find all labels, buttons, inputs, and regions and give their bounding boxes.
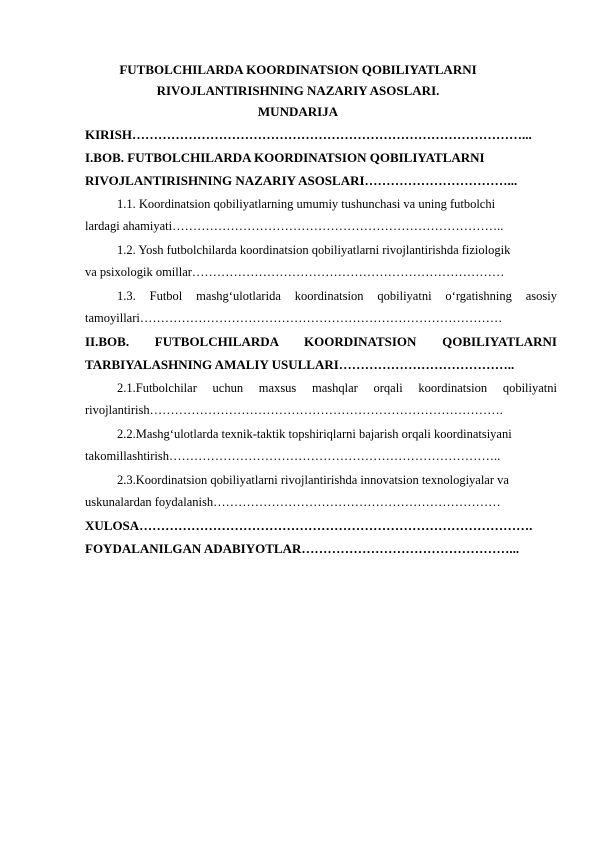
contents-heading: MUNDARIJA [257, 104, 339, 119]
toc-section-1-1-line2: lardagi ahamiyati…………………………………………………………………….. [85, 219, 504, 233]
toc-chapter1-title-line2: RIVOJLANTIRISHNING NAZARIY ASOSLARI……………………………... [85, 173, 518, 188]
toc-section-1-2-line1: 1.2. Yosh futbolchilarda koordinatsion qobiliyatlarni rivojlantirishda fiziologik [117, 243, 511, 257]
toc-section-2-3-line2: uskunalardan foydalanish…………………………………………………………… [85, 495, 501, 509]
toc-section-2-2-line2: takomillashtirish…………………………………………………………………….. [85, 449, 501, 463]
document-title-line1: FUTBOLCHILARDA KOORDINATSION QOBILIYATLARNI [119, 62, 477, 77]
toc-entry-conclusion: XULOSA………………………………………………………………………………. [85, 518, 533, 533]
toc-section-2-2-line1: 2.2.Mashg‘ulotlarda texnik-taktik topshiriqlarni bajarish orqali koordinatsiyani [117, 427, 512, 441]
document-title-line2: RIVOJLANTIRISHNING NAZARIY ASOSLARI. [156, 83, 440, 98]
toc-section-2-1-line1: 2.1.Futbolchilar uchun maxsus mashqlar orqali koordinatsion qobiliyatni [117, 381, 557, 395]
toc-chapter1-title-line1: I.BOB. FUTBOLCHILARDA KOORDINATSION QOBILIYATLARNI [85, 150, 485, 165]
toc-section-2-3-line1: 2.3.Koordinatsion qobiliyatlarni rivojlantirishda innovatsion texnologiyalar va [117, 473, 509, 487]
toc-section-1-3-line1: 1.3. Futbol mashg‘ulotlarida koordinatsion qobiliyatni o‘rgatishning asosiy [117, 289, 557, 303]
toc-section-1-1-line1: 1.1. Koordinatsion qobiliyatlarning umumiy tushunchasi va uning futbolchi [117, 197, 496, 211]
toc-chapter2-title-line1: II.BOB. FUTBOLCHILARDA KOORDINATSION QOBILIYATLARNI [85, 334, 557, 349]
toc-section-2-1-line2: rivojlantirish…………………………………………………………………………. [85, 403, 503, 417]
toc-entry-intro: KIRISH………………………………………………………………………………... [85, 127, 532, 142]
toc-section-1-3-line2: tamoyillari…………………………………………………………………………… [85, 311, 503, 325]
toc-section-1-2-line2: va psixologik omillar………………………………………………………………… [85, 265, 505, 279]
toc-entry-references: FOYDALANILGAN ADABIYOTLAR…………………………………………... [85, 541, 520, 556]
toc-chapter2-title-line2: TARBIYALASHNING AMALIY USULLARI………………………………….. [85, 357, 515, 372]
